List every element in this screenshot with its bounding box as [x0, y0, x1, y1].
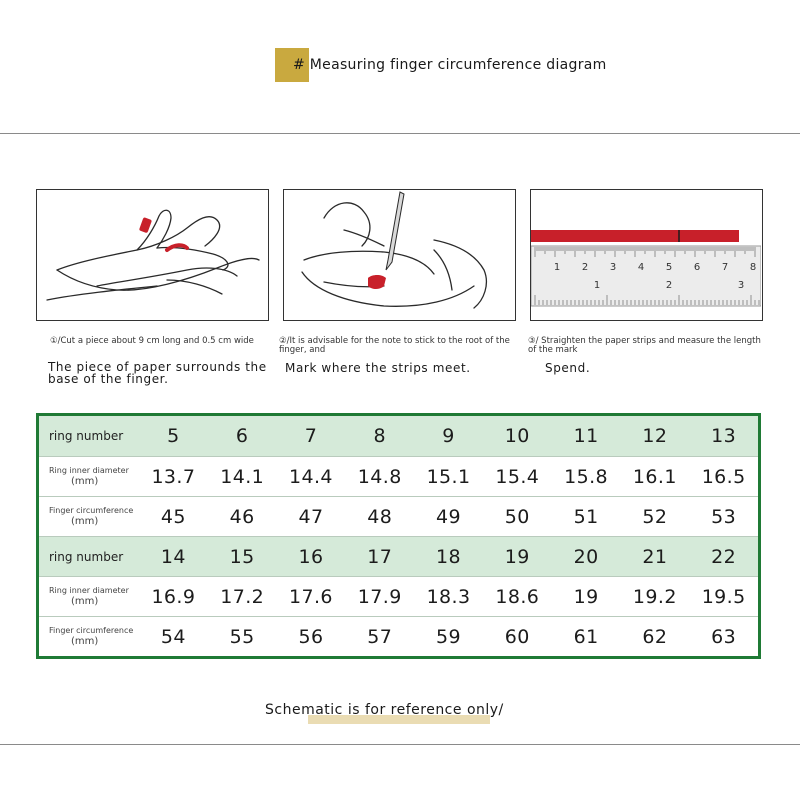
step-3-caption: Spend. — [545, 361, 591, 375]
table-row — [39, 536, 758, 576]
row-header-unit: (mm) — [71, 476, 99, 487]
table-cell: 18 — [436, 545, 461, 568]
table-cell: 19.2 — [632, 585, 677, 608]
table-row — [39, 496, 758, 536]
ruler-bottom-label: 2 — [665, 280, 673, 291]
table-cell: 16.9 — [151, 585, 196, 608]
table-cell: 17.2 — [220, 585, 265, 608]
step-2-caption: Mark where the strips meet. — [285, 361, 471, 375]
hand-with-paper-strip-icon — [37, 190, 267, 319]
step-3-instruction: ③/ Straighten the paper strips and measure the length of the mark — [528, 336, 761, 355]
row-header — [39, 466, 139, 487]
title-label: Measuring finger circumference diagram — [309, 57, 607, 73]
table-cell: 55 — [229, 625, 255, 648]
table-cell: 7 — [304, 425, 318, 447]
ruler-top-label: 2 — [581, 262, 589, 273]
table-cell: 20 — [573, 545, 599, 568]
table-cell: 17 — [367, 545, 393, 568]
ruler-top-label: 6 — [693, 262, 701, 273]
ruler-top-label: 3 — [609, 262, 617, 273]
table-row — [39, 616, 758, 656]
step-2-illustration — [283, 189, 516, 321]
table-cell: 15.1 — [426, 465, 471, 488]
table-cell: 52 — [642, 505, 668, 528]
table-cell: 18.3 — [426, 585, 471, 608]
table-cell: 62 — [642, 625, 668, 648]
row-header — [39, 626, 139, 647]
table-cell: 14.8 — [357, 465, 402, 488]
table-cell: 16.1 — [632, 465, 677, 488]
row-header-unit: (mm) — [71, 596, 99, 607]
row-header: ring number — [49, 429, 124, 443]
table-cell: 54 — [160, 625, 186, 648]
table-cell: 63 — [711, 625, 737, 648]
table-cell: 46 — [229, 505, 255, 528]
row-header-label: Ring inner diameter — [49, 586, 129, 595]
table-cell: 18.6 — [495, 585, 540, 608]
row-header-unit: (mm) — [71, 516, 99, 527]
table-row — [39, 456, 758, 496]
table-cell: 57 — [367, 625, 393, 648]
row-header-label: Finger circumference — [49, 626, 134, 635]
table-cell: 53 — [711, 505, 737, 528]
table-cell: 14.1 — [220, 465, 265, 488]
table-cell: 51 — [573, 505, 599, 528]
ruler-bottom-label: 1 — [593, 280, 601, 291]
table-cell: 22 — [711, 545, 737, 568]
row-header-unit: (mm) — [71, 636, 99, 647]
row-header — [39, 586, 139, 607]
ruler-bottom-label: 3 — [737, 280, 745, 291]
table-cell: 9 — [442, 425, 455, 447]
table-cell: 8 — [373, 425, 386, 447]
table-cell: 19 — [573, 585, 599, 608]
page-title-block — [275, 48, 607, 82]
page-title — [293, 57, 607, 73]
bottom-divider — [0, 744, 800, 745]
table-cell: 16.5 — [701, 465, 746, 488]
row-header — [39, 506, 139, 527]
step-3-illustration — [530, 189, 763, 321]
table-cell: 12 — [642, 425, 668, 447]
ruler-top-label: 7 — [721, 262, 729, 273]
hand-marking-with-pen-icon — [284, 190, 514, 319]
row-header-label: Ring inner diameter — [49, 466, 129, 475]
table-cell: 61 — [573, 625, 599, 648]
table-cell: 47 — [298, 505, 324, 528]
step-1-illustration — [36, 189, 269, 321]
table-cell: 17.6 — [289, 585, 333, 608]
table-cell: 59 — [436, 625, 461, 648]
row-header: ring number — [49, 549, 124, 564]
step-2-instruction: ②/It is advisable for the note to stick to the root of the finger, and — [279, 336, 510, 355]
table-cell: 16 — [298, 545, 324, 568]
ruler-top-label: 8 — [749, 262, 757, 273]
title-hash: # — [293, 57, 306, 73]
table-cell: 15.4 — [495, 465, 540, 488]
top-divider — [0, 133, 800, 134]
table-cell: 19.5 — [701, 585, 746, 608]
row-header-label: Finger circumference — [49, 506, 134, 515]
step-1-instruction: ①/Cut a piece about 9 cm long and 0.5 cm wide — [50, 336, 254, 346]
table-row — [39, 576, 758, 616]
table-cell: 10 — [504, 425, 530, 447]
table-cell: 14 — [160, 545, 186, 568]
table-cell: 5 — [167, 425, 180, 447]
table-cell: 17.9 — [357, 585, 402, 608]
ring-size-table — [36, 413, 761, 659]
table-cell: 50 — [504, 505, 530, 528]
table-row — [39, 416, 758, 456]
table-cell: 6 — [235, 425, 249, 447]
footer-note: Schematic is for reference only/ — [265, 702, 504, 718]
table-cell: 11 — [573, 425, 599, 447]
table-cell: 21 — [642, 545, 668, 568]
table-cell: 19 — [504, 545, 530, 568]
ruler-top-label: 4 — [637, 262, 645, 273]
ruler-top-label: 5 — [665, 262, 673, 273]
ruler-with-paper-strip-icon — [531, 190, 761, 319]
table-cell: 15.8 — [564, 465, 609, 488]
table-cell: 45 — [160, 505, 186, 528]
table-cell: 13 — [711, 425, 737, 447]
table-cell: 49 — [436, 505, 461, 528]
table-cell: 13.7 — [151, 465, 196, 488]
table-cell: 48 — [367, 505, 393, 528]
table-cell: 15 — [229, 545, 255, 568]
table-cell: 60 — [504, 625, 530, 648]
step-1-caption: The piece of paper surrounds the base of the finger. — [48, 360, 267, 386]
table-cell: 56 — [298, 625, 324, 648]
table-cell: 14.4 — [289, 465, 333, 488]
ruler-top-label: 1 — [553, 262, 561, 273]
